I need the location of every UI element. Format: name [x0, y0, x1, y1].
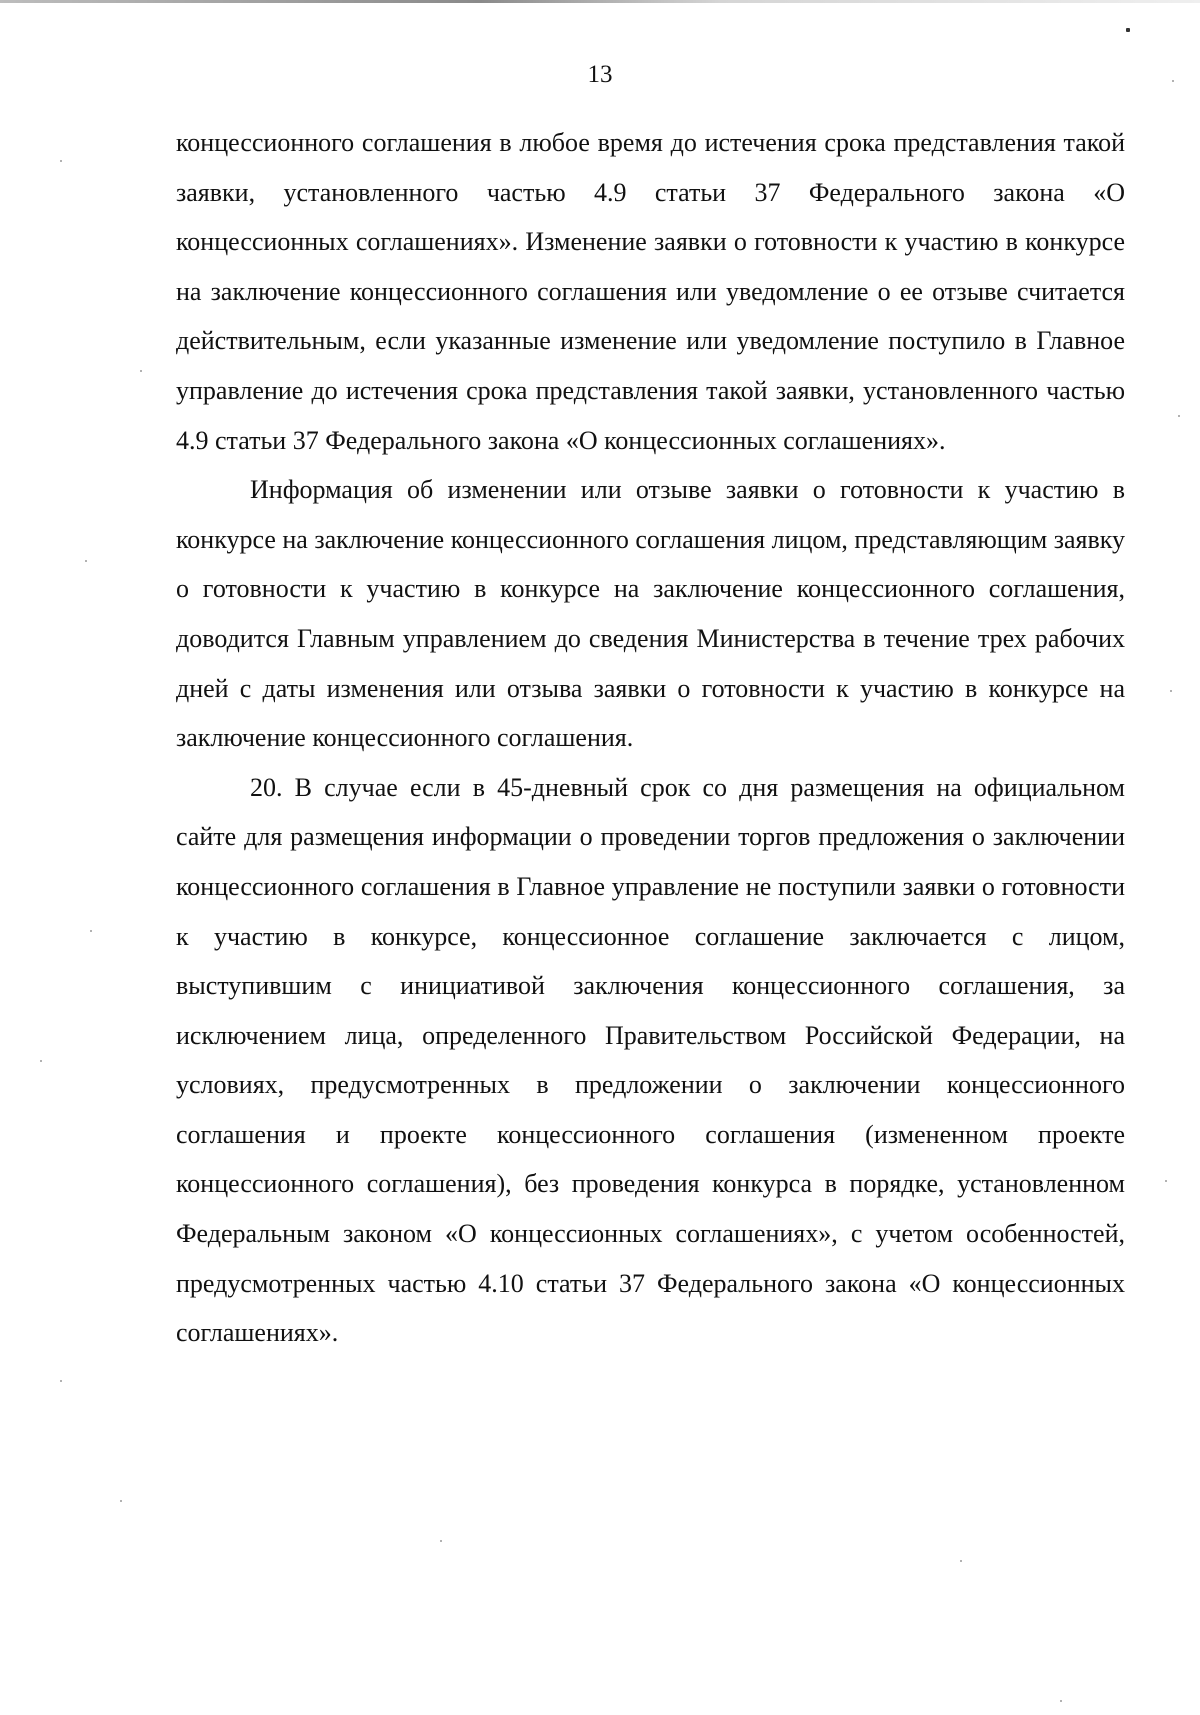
scan-speck [1178, 415, 1180, 417]
scan-speck [60, 1380, 62, 1382]
scan-speck [85, 560, 87, 562]
paragraph-1: концессионного соглашения в любое время до истечения срока представления такой заявки, установленного частью 4.9 статьи 37 Федерального закона «О концессионных соглашениях». Изменение заявки о готовности к участию в конкурсе на заключение концессионного соглашения или уведомление о ее отзыве считается действительным, если указанные изменение или уведомление поступило в Главное управление до истечения срока представления такой заявки, установленного частью 4.9 статьи 37 Федерального закона «О концессионных соглашениях». [176, 128, 1125, 455]
scan-speck [140, 370, 142, 372]
paragraph-3: 20. В случае если в 45-дневный срок со дня размещения на официальном сайте для размещения информации о проведении торгов предложения о заключении концессионного соглашения в Главное управление не поступили заявки о готовности к участию в конкурсе, концессионное соглашение заключается с лицом, выступившим с инициативой заключения концессионного соглашения, за исключением лица, определенного Правительством Российской Федерации, на условиях, предусмотренных в предложении о заключении концессионного соглашения и проекте концессионного соглашения (измененном проекте концессионного соглашения), без проведения конкурса в порядке, установленном Федеральным законом «О концессионных соглашениях», с учетом особенностей, предусмотренных частью 4.10 статьи 37 Федерального закона «О концессионных соглашениях». [176, 772, 1125, 1348]
scan-speck [1060, 1700, 1062, 1702]
scan-speck [90, 930, 92, 932]
paragraph-2: Информация об изменении или отзыве заявки о готовности к участию в конкурсе на заключение концессионного соглашения лицом, представляющим заявку о готовности к участию в конкурсе на заключение концессионного соглашения, доводится Главным управлением до сведения Министерства в течение трех рабочих дней с даты изменения или отзыва заявки о готовности к участию в конкурсе на заключение концессионного соглашения. [176, 475, 1125, 753]
scan-speck [120, 1500, 122, 1502]
scan-speck [60, 160, 62, 162]
document-body [176, 118, 1125, 1358]
scan-speck [960, 1560, 962, 1562]
scan-speck [440, 1540, 442, 1542]
scan-speck [40, 1060, 42, 1062]
scan-edge-line [0, 0, 1200, 3]
scan-speck [1172, 80, 1174, 82]
scan-speck [1170, 690, 1172, 692]
page-number: 13 [587, 61, 613, 88]
scan-speck [1165, 1180, 1167, 1182]
scan-speck [1126, 28, 1130, 32]
